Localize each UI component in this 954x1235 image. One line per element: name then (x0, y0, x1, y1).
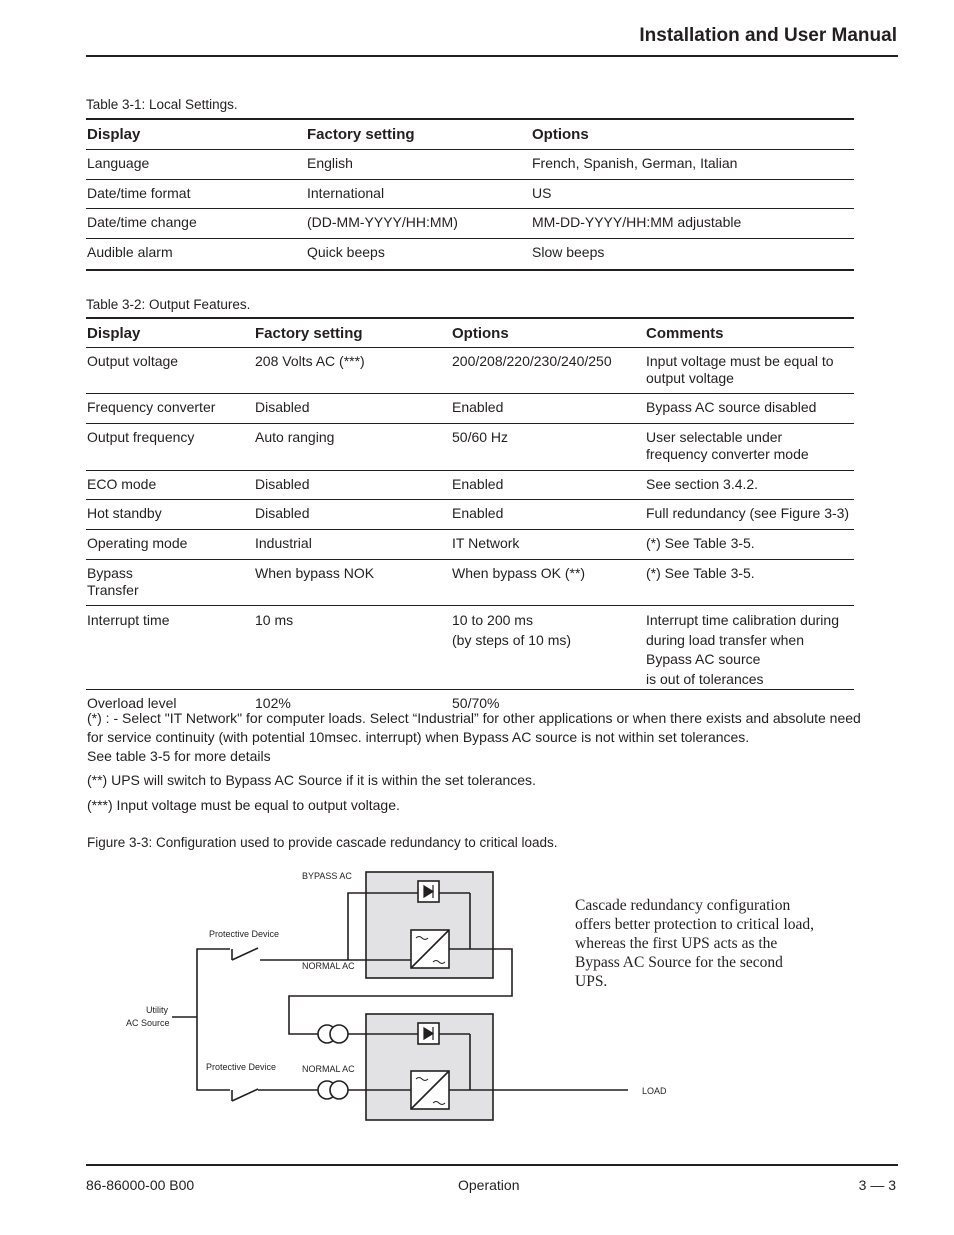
table2-caption: Table 3-2: Output Features. (86, 297, 251, 312)
table-cell: 102% (255, 695, 291, 711)
table-cell: Interrupt time (86, 606, 254, 690)
table-cell: Date/time format (86, 180, 306, 209)
label-ac-source: AC Source (126, 1018, 170, 1028)
column-header: Options (451, 318, 645, 348)
table-cell: Interrupt time calibration during during load transfer when Bypass AC source is out of tolerances (645, 606, 854, 690)
note-double-star: (**) UPS will switch to Bypass AC Source if it is within the set tolerances. (87, 772, 536, 788)
table-cell: Disabled (254, 471, 451, 500)
table-cell: Full redundancy (see Figure 3-3) (645, 500, 854, 530)
table-cell: Audible alarm (86, 239, 306, 270)
column-header: Comments (645, 318, 854, 348)
table-cell: Overload level (87, 695, 177, 711)
table-cell: Slow beeps (531, 239, 854, 270)
table-cell: When bypass OK (**) (451, 560, 645, 606)
table-cell: US (531, 180, 854, 209)
table-cell: 10 to 200 ms (by steps of 10 ms) (451, 606, 645, 690)
table-cell: Hot standby (86, 500, 254, 530)
table-cell: Industrial (254, 530, 451, 560)
label-protective-device-2: Protective Device (206, 1062, 277, 1072)
table-cell: Enabled (451, 394, 645, 424)
table-cell: 200/208/220/230/240/250 (451, 348, 645, 394)
table-row (86, 239, 854, 270)
table-cell: (DD-MM-YYYY/HH:MM) (306, 209, 531, 239)
table-cell: Language (86, 150, 306, 180)
table-row (86, 500, 854, 530)
footer-rule (86, 1164, 898, 1166)
table-cell: Bypass Transfer (86, 560, 254, 606)
table-cell: French, Spanish, German, Italian (531, 150, 854, 180)
table-cell: Disabled (254, 394, 451, 424)
table-cell: 50/60 Hz (451, 424, 645, 471)
table-cell: Operating mode (86, 530, 254, 560)
table-cell: Output voltage (86, 348, 254, 394)
table-cell: When bypass NOK (254, 560, 451, 606)
table-cell: Enabled (451, 500, 645, 530)
header-rule (86, 55, 898, 57)
table-row (86, 150, 854, 180)
column-header: Factory setting (254, 318, 451, 348)
note-single-star (87, 709, 862, 766)
table-cell: 50/70% (452, 695, 500, 711)
table-row (86, 471, 854, 500)
table-row (86, 424, 854, 471)
table-header-row (86, 318, 854, 348)
table-cell: IT Network (451, 530, 645, 560)
table-cell: 208 Volts AC (***) (254, 348, 451, 394)
table-cell: Output frequency (86, 424, 254, 471)
table-row (86, 348, 854, 394)
note-star1-more: See table 3-5 for more details (87, 748, 271, 764)
output-features-table (86, 317, 854, 712)
table-cell: Disabled (254, 500, 451, 530)
table-cell: User selectable under frequency converter mode (645, 424, 854, 471)
column-header: Display (86, 119, 306, 150)
table-cell: Quick beeps (306, 239, 531, 270)
table-header-row (86, 119, 854, 150)
table-cell: 10 ms (254, 606, 451, 690)
note-star1-text: (*) : - Select "IT Network" for computer loads. Select “Industrial” for other applications or when there exists and absolute need for service continuity (with potential 10msec. interrupt) when Bypass AC source is not within set tolerances. (87, 710, 861, 745)
table-row (86, 606, 854, 690)
footer-doc-number: 86-86000-00 B00 (86, 1177, 195, 1193)
column-header: Options (531, 119, 854, 150)
table-cell: Date/time change (86, 209, 306, 239)
figure-caption: Figure 3-3: Configuration used to provide cascade redundancy to critical loads. (87, 835, 558, 850)
column-header: Factory setting (306, 119, 531, 150)
table-cell: (*) See Table 3-5. (645, 530, 854, 560)
table-cell: (*) See Table 3-5. (645, 560, 854, 606)
label-protective-device-1: Protective Device (209, 929, 280, 939)
table-cell: English (306, 150, 531, 180)
table-row (86, 560, 854, 606)
document-title: Installation and User Manual (639, 25, 897, 46)
local-settings-table (86, 118, 854, 271)
table-cell: MM-DD-YYYY/HH:MM adjustable (531, 209, 854, 239)
column-header: Display (86, 318, 254, 348)
table-cell: Auto ranging (254, 424, 451, 471)
label-utility: Utility (146, 1005, 168, 1015)
footer-page-number: 3 — 3 (858, 1177, 896, 1193)
label-bypass-ac: BYPASS AC (302, 871, 352, 881)
table-row (86, 180, 854, 209)
table-cell: Enabled (451, 471, 645, 500)
table-cell: Input voltage must be equal to output voltage (645, 348, 854, 394)
table-cell: Bypass AC source disabled (645, 394, 854, 424)
table1-caption: Table 3-1: Local Settings. (86, 97, 238, 112)
figure-description: Cascade redundancy configuration offers better protection to critical load, whereas the first UPS acts as the Bypass AC Source for the second UPS. (575, 897, 815, 990)
table-cell: ECO mode (86, 471, 254, 500)
footer-section: Operation (458, 1177, 520, 1193)
label-normal-ac-2: NORMAL AC (302, 1064, 355, 1074)
label-normal-ac-1: NORMAL AC (302, 961, 355, 971)
table-cell: See section 3.4.2. (645, 471, 854, 500)
table-row (86, 530, 854, 560)
table-row (86, 209, 854, 239)
note-triple-star: (***) Input voltage must be equal to output voltage. (87, 797, 400, 813)
table-cell: International (306, 180, 531, 209)
label-load: LOAD (642, 1086, 667, 1096)
table-cell: Frequency converter (86, 394, 254, 424)
table-row (86, 394, 854, 424)
